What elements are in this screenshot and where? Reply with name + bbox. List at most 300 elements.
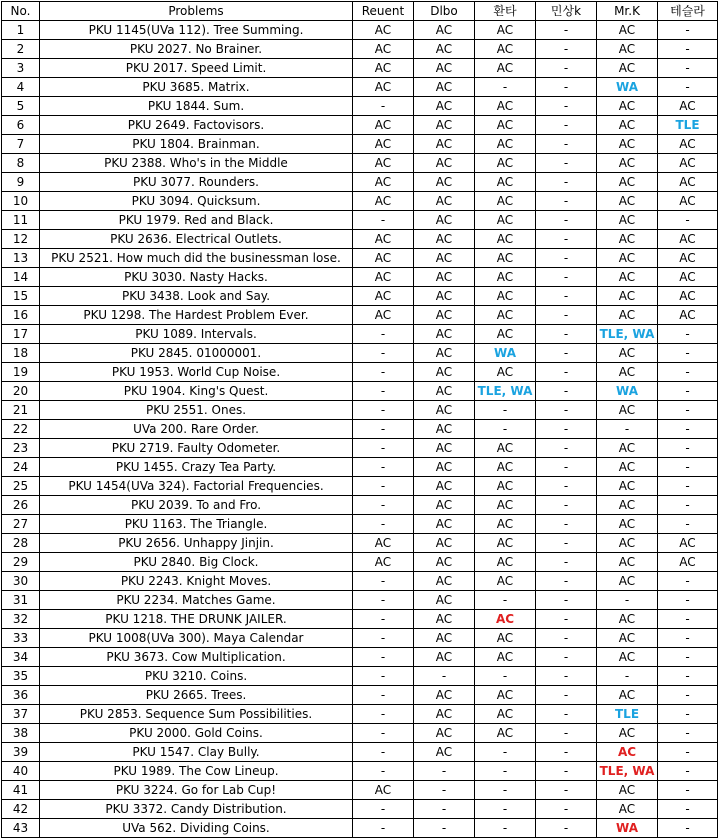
cell-no: 18 xyxy=(2,344,40,363)
cell-problem: PKU 2853. Sequence Sum Possibilities. xyxy=(40,705,353,724)
cell-mrk: TLE, WA xyxy=(597,762,658,781)
table-row xyxy=(2,173,718,192)
cell-dlbo: AC xyxy=(414,629,475,648)
table-row xyxy=(2,629,718,648)
cell-dlbo: AC xyxy=(414,116,475,135)
cell-dlbo: AC xyxy=(414,553,475,572)
cell-tesla: - xyxy=(658,420,718,439)
cell-tesla: AC xyxy=(658,268,718,287)
cell-dlbo: AC xyxy=(414,515,475,534)
table-row xyxy=(2,230,718,249)
cell-minsangk: - xyxy=(536,249,597,268)
cell-tesla: - xyxy=(658,629,718,648)
cell-tesla: - xyxy=(658,382,718,401)
cell-problem: PKU 2656. Unhappy Jinjin. xyxy=(40,534,353,553)
cell-hwanta: AC xyxy=(475,40,536,59)
cell-tesla: AC xyxy=(658,154,718,173)
cell-dlbo: AC xyxy=(414,40,475,59)
header-minsangk: 민상k xyxy=(536,2,597,21)
results-table xyxy=(1,1,718,838)
cell-dlbo: AC xyxy=(414,344,475,363)
cell-no: 19 xyxy=(2,363,40,382)
cell-mrk: AC xyxy=(597,249,658,268)
cell-no: 40 xyxy=(2,762,40,781)
cell-minsangk: - xyxy=(536,420,597,439)
cell-problem: UVa 200. Rare Order. xyxy=(40,420,353,439)
cell-mrk: AC xyxy=(597,135,658,154)
table-row xyxy=(2,743,718,762)
cell-reuent: - xyxy=(353,610,414,629)
cell-dlbo: - xyxy=(414,819,475,838)
table-row xyxy=(2,382,718,401)
cell-problem: PKU 3372. Candy Distribution. xyxy=(40,800,353,819)
cell-tesla: - xyxy=(658,515,718,534)
table-row xyxy=(2,154,718,173)
table-row xyxy=(2,420,718,439)
table-row xyxy=(2,40,718,59)
cell-mrk: WA xyxy=(597,819,658,838)
cell-minsangk: - xyxy=(536,154,597,173)
header-no: No. xyxy=(2,2,40,21)
cell-reuent: AC xyxy=(353,78,414,97)
table-row xyxy=(2,268,718,287)
cell-hwanta: - xyxy=(475,819,536,838)
cell-problem: PKU 1953. World Cup Noise. xyxy=(40,363,353,382)
table-row xyxy=(2,249,718,268)
cell-problem: PKU 1989. The Cow Lineup. xyxy=(40,762,353,781)
cell-reuent: - xyxy=(353,667,414,686)
table-row xyxy=(2,667,718,686)
cell-no: 38 xyxy=(2,724,40,743)
cell-hwanta: AC xyxy=(475,534,536,553)
cell-mrk: AC xyxy=(597,572,658,591)
table-row xyxy=(2,686,718,705)
cell-minsangk: - xyxy=(536,629,597,648)
cell-tesla: - xyxy=(658,572,718,591)
cell-hwanta: AC xyxy=(475,211,536,230)
cell-no: 35 xyxy=(2,667,40,686)
cell-reuent: - xyxy=(353,382,414,401)
table-row xyxy=(2,135,718,154)
cell-hwanta: AC xyxy=(475,135,536,154)
cell-hwanta: AC xyxy=(475,97,536,116)
cell-no: 21 xyxy=(2,401,40,420)
cell-tesla: - xyxy=(658,667,718,686)
cell-mrk: AC xyxy=(597,800,658,819)
cell-dlbo: AC xyxy=(414,382,475,401)
cell-minsangk: - xyxy=(536,230,597,249)
header-hwanta: 환타 xyxy=(475,2,536,21)
cell-minsangk: - xyxy=(536,458,597,477)
cell-minsangk: - xyxy=(536,439,597,458)
cell-hwanta: AC xyxy=(475,686,536,705)
cell-mrk: AC xyxy=(597,173,658,192)
cell-tesla: - xyxy=(658,648,718,667)
cell-hwanta: WA xyxy=(475,344,536,363)
cell-hwanta: - xyxy=(475,420,536,439)
cell-tesla: - xyxy=(658,439,718,458)
cell-minsangk: - xyxy=(536,40,597,59)
cell-dlbo: AC xyxy=(414,743,475,762)
cell-reuent: - xyxy=(353,648,414,667)
cell-reuent: AC xyxy=(353,40,414,59)
cell-mrk: AC xyxy=(597,287,658,306)
cell-dlbo: AC xyxy=(414,363,475,382)
cell-dlbo: AC xyxy=(414,610,475,629)
table-row xyxy=(2,800,718,819)
cell-dlbo: AC xyxy=(414,249,475,268)
cell-reuent: AC xyxy=(353,154,414,173)
cell-dlbo: - xyxy=(414,781,475,800)
cell-dlbo: AC xyxy=(414,477,475,496)
cell-dlbo: AC xyxy=(414,59,475,78)
cell-minsangk: - xyxy=(536,268,597,287)
cell-mrk: AC xyxy=(597,363,658,382)
cell-dlbo: AC xyxy=(414,154,475,173)
cell-no: 29 xyxy=(2,553,40,572)
cell-tesla: - xyxy=(658,401,718,420)
header-row xyxy=(2,2,718,21)
cell-reuent: AC xyxy=(353,287,414,306)
cell-problem: PKU 3685. Matrix. xyxy=(40,78,353,97)
cell-minsangk: - xyxy=(536,344,597,363)
cell-mrk: AC xyxy=(597,401,658,420)
cell-no: 43 xyxy=(2,819,40,838)
cell-problem: PKU 2243. Knight Moves. xyxy=(40,572,353,591)
cell-dlbo: AC xyxy=(414,724,475,743)
cell-mrk: AC xyxy=(597,610,658,629)
cell-minsangk: - xyxy=(536,477,597,496)
cell-problem: PKU 2234. Matches Game. xyxy=(40,591,353,610)
cell-mrk: AC xyxy=(597,306,658,325)
cell-hwanta: - xyxy=(475,667,536,686)
table-row xyxy=(2,116,718,135)
cell-mrk: AC xyxy=(597,268,658,287)
cell-dlbo: AC xyxy=(414,97,475,116)
cell-reuent: - xyxy=(353,515,414,534)
cell-tesla: - xyxy=(658,40,718,59)
cell-no: 16 xyxy=(2,306,40,325)
cell-dlbo: AC xyxy=(414,439,475,458)
cell-mrk: AC xyxy=(597,192,658,211)
cell-hwanta: AC xyxy=(475,724,536,743)
cell-mrk: AC xyxy=(597,344,658,363)
cell-problem: PKU 1454(UVa 324). Factorial Frequencies. xyxy=(40,477,353,496)
cell-problem: PKU 3030. Nasty Hacks. xyxy=(40,268,353,287)
cell-reuent: AC xyxy=(353,553,414,572)
cell-dlbo: - xyxy=(414,667,475,686)
cell-no: 1 xyxy=(2,21,40,40)
cell-hwanta: AC xyxy=(475,173,536,192)
cell-problem: PKU 1008(UVa 300). Maya Calendar xyxy=(40,629,353,648)
table-row xyxy=(2,591,718,610)
cell-hwanta: AC xyxy=(475,553,536,572)
table-row xyxy=(2,97,718,116)
table-row xyxy=(2,458,718,477)
cell-no: 22 xyxy=(2,420,40,439)
table-row xyxy=(2,781,718,800)
cell-reuent: - xyxy=(353,724,414,743)
table-row xyxy=(2,819,718,838)
cell-tesla: - xyxy=(658,477,718,496)
cell-no: 39 xyxy=(2,743,40,762)
cell-reuent: - xyxy=(353,572,414,591)
cell-reuent: - xyxy=(353,762,414,781)
cell-reuent: - xyxy=(353,439,414,458)
cell-no: 34 xyxy=(2,648,40,667)
cell-reuent: - xyxy=(353,401,414,420)
cell-reuent: AC xyxy=(353,135,414,154)
cell-mrk: AC xyxy=(597,781,658,800)
cell-minsangk: - xyxy=(536,382,597,401)
cell-reuent: - xyxy=(353,477,414,496)
cell-tesla: AC xyxy=(658,135,718,154)
cell-problem: PKU 1298. The Hardest Problem Ever. xyxy=(40,306,353,325)
cell-mrk: AC xyxy=(597,21,658,40)
cell-tesla: AC xyxy=(658,287,718,306)
table-row xyxy=(2,724,718,743)
cell-problem: PKU 2649. Factovisors. xyxy=(40,116,353,135)
cell-problem: PKU 2719. Faulty Odometer. xyxy=(40,439,353,458)
cell-dlbo: AC xyxy=(414,705,475,724)
cell-hwanta: AC xyxy=(475,116,536,135)
cell-reuent: AC xyxy=(353,781,414,800)
cell-reuent: AC xyxy=(353,534,414,553)
cell-dlbo: AC xyxy=(414,591,475,610)
cell-no: 2 xyxy=(2,40,40,59)
cell-reuent: AC xyxy=(353,192,414,211)
cell-no: 8 xyxy=(2,154,40,173)
cell-problem: PKU 2039. To and Fro. xyxy=(40,496,353,515)
cell-tesla: - xyxy=(658,705,718,724)
cell-dlbo: - xyxy=(414,762,475,781)
cell-minsangk: - xyxy=(536,59,597,78)
cell-minsangk: - xyxy=(536,800,597,819)
cell-mrk: WA xyxy=(597,382,658,401)
cell-dlbo: AC xyxy=(414,230,475,249)
cell-problem: PKU 2845. 01000001. xyxy=(40,344,353,363)
cell-problem: PKU 3673. Cow Multiplication. xyxy=(40,648,353,667)
cell-reuent: AC xyxy=(353,230,414,249)
cell-tesla: - xyxy=(658,819,718,838)
cell-tesla: AC xyxy=(658,192,718,211)
cell-dlbo: AC xyxy=(414,420,475,439)
cell-no: 20 xyxy=(2,382,40,401)
cell-hwanta: AC xyxy=(475,363,536,382)
table-row xyxy=(2,363,718,382)
table-row xyxy=(2,325,718,344)
cell-minsangk: - xyxy=(536,705,597,724)
cell-minsangk: - xyxy=(536,363,597,382)
cell-no: 9 xyxy=(2,173,40,192)
cell-mrk: - xyxy=(597,420,658,439)
cell-tesla: - xyxy=(658,800,718,819)
cell-problem: PKU 2840. Big Clock. xyxy=(40,553,353,572)
cell-problem: PKU 2017. Speed Limit. xyxy=(40,59,353,78)
cell-reuent: AC xyxy=(353,116,414,135)
cell-mrk: AC xyxy=(597,553,658,572)
table-body xyxy=(2,21,718,838)
cell-problem: UVa 562. Dividing Coins. xyxy=(40,819,353,838)
cell-dlbo: AC xyxy=(414,306,475,325)
cell-no: 4 xyxy=(2,78,40,97)
table-row xyxy=(2,21,718,40)
cell-minsangk: - xyxy=(536,97,597,116)
cell-no: 33 xyxy=(2,629,40,648)
cell-no: 17 xyxy=(2,325,40,344)
cell-no: 7 xyxy=(2,135,40,154)
cell-tesla: - xyxy=(658,78,718,97)
table-row xyxy=(2,59,718,78)
table-row xyxy=(2,401,718,420)
cell-hwanta: AC xyxy=(475,21,536,40)
cell-no: 26 xyxy=(2,496,40,515)
cell-tesla: - xyxy=(658,21,718,40)
cell-reuent: AC xyxy=(353,249,414,268)
table-row xyxy=(2,534,718,553)
cell-hwanta: AC xyxy=(475,192,536,211)
cell-minsangk: - xyxy=(536,553,597,572)
table-row xyxy=(2,192,718,211)
cell-hwanta: - xyxy=(475,78,536,97)
cell-tesla: - xyxy=(658,344,718,363)
cell-minsangk: - xyxy=(536,173,597,192)
cell-no: 32 xyxy=(2,610,40,629)
cell-tesla: - xyxy=(658,325,718,344)
table-row xyxy=(2,705,718,724)
cell-problem: PKU 1804. Brainman. xyxy=(40,135,353,154)
cell-reuent: - xyxy=(353,363,414,382)
table-row xyxy=(2,211,718,230)
cell-problem: PKU 3094. Quicksum. xyxy=(40,192,353,211)
cell-hwanta: AC xyxy=(475,268,536,287)
cell-mrk: AC xyxy=(597,743,658,762)
cell-mrk: TLE, WA xyxy=(597,325,658,344)
cell-problem: PKU 1979. Red and Black. xyxy=(40,211,353,230)
cell-minsangk: - xyxy=(536,781,597,800)
cell-mrk: AC xyxy=(597,439,658,458)
cell-no: 13 xyxy=(2,249,40,268)
cell-hwanta: AC xyxy=(475,629,536,648)
cell-tesla: AC xyxy=(658,173,718,192)
cell-minsangk: - xyxy=(536,610,597,629)
cell-hwanta: AC xyxy=(475,648,536,667)
cell-reuent: - xyxy=(353,819,414,838)
cell-reuent: - xyxy=(353,420,414,439)
cell-tesla: AC xyxy=(658,534,718,553)
cell-hwanta: AC xyxy=(475,496,536,515)
cell-hwanta: AC xyxy=(475,610,536,629)
cell-dlbo: AC xyxy=(414,401,475,420)
table-row xyxy=(2,344,718,363)
cell-dlbo: AC xyxy=(414,21,475,40)
cell-problem: PKU 1145(UVa 112). Tree Summing. xyxy=(40,21,353,40)
cell-no: 11 xyxy=(2,211,40,230)
cell-minsangk: - xyxy=(536,515,597,534)
cell-reuent: - xyxy=(353,496,414,515)
cell-tesla: AC xyxy=(658,249,718,268)
cell-hwanta: AC xyxy=(475,230,536,249)
cell-hwanta: - xyxy=(475,591,536,610)
cell-minsangk: - xyxy=(536,743,597,762)
header-tesla: 테슬라 xyxy=(658,2,718,21)
cell-hwanta: TLE, WA xyxy=(475,382,536,401)
cell-minsangk: - xyxy=(536,686,597,705)
cell-no: 23 xyxy=(2,439,40,458)
cell-tesla: - xyxy=(658,591,718,610)
cell-mrk: AC xyxy=(597,230,658,249)
cell-problem: PKU 2521. How much did the businessman lose. xyxy=(40,249,353,268)
cell-dlbo: AC xyxy=(414,135,475,154)
cell-dlbo: AC xyxy=(414,192,475,211)
cell-mrk: AC xyxy=(597,534,658,553)
cell-no: 3 xyxy=(2,59,40,78)
cell-reuent: AC xyxy=(353,306,414,325)
cell-reuent: - xyxy=(353,743,414,762)
cell-minsangk: - xyxy=(536,78,597,97)
cell-dlbo: - xyxy=(414,800,475,819)
cell-mrk: AC xyxy=(597,515,658,534)
cell-hwanta: AC xyxy=(475,325,536,344)
cell-hwanta: AC xyxy=(475,572,536,591)
cell-dlbo: AC xyxy=(414,78,475,97)
cell-hwanta: AC xyxy=(475,477,536,496)
cell-mrk: - xyxy=(597,667,658,686)
cell-minsangk: - xyxy=(536,116,597,135)
cell-mrk: AC xyxy=(597,154,658,173)
cell-mrk: - xyxy=(597,591,658,610)
cell-tesla: - xyxy=(658,686,718,705)
cell-dlbo: AC xyxy=(414,173,475,192)
cell-no: 42 xyxy=(2,800,40,819)
cell-tesla: - xyxy=(658,496,718,515)
cell-mrk: AC xyxy=(597,40,658,59)
cell-tesla: - xyxy=(658,781,718,800)
cell-reuent: AC xyxy=(353,173,414,192)
table-row xyxy=(2,439,718,458)
cell-minsangk: - xyxy=(536,287,597,306)
cell-problem: PKU 3224. Go for Lab Cup! xyxy=(40,781,353,800)
cell-reuent: - xyxy=(353,629,414,648)
cell-minsangk: - xyxy=(536,667,597,686)
cell-mrk: AC xyxy=(597,97,658,116)
cell-tesla: AC xyxy=(658,230,718,249)
cell-reuent: AC xyxy=(353,21,414,40)
cell-reuent: - xyxy=(353,705,414,724)
cell-minsangk: - xyxy=(536,591,597,610)
cell-minsangk: - xyxy=(536,401,597,420)
cell-reuent: - xyxy=(353,325,414,344)
cell-hwanta: AC xyxy=(475,458,536,477)
cell-hwanta: AC xyxy=(475,705,536,724)
cell-dlbo: AC xyxy=(414,211,475,230)
cell-dlbo: AC xyxy=(414,572,475,591)
cell-problem: PKU 1904. King's Quest. xyxy=(40,382,353,401)
cell-problem: PKU 1844. Sum. xyxy=(40,97,353,116)
table-row xyxy=(2,648,718,667)
cell-problem: PKU 1163. The Triangle. xyxy=(40,515,353,534)
cell-minsangk: - xyxy=(536,648,597,667)
cell-hwanta: - xyxy=(475,781,536,800)
cell-problem: PKU 3210. Coins. xyxy=(40,667,353,686)
header-mrk: Mr.K xyxy=(597,2,658,21)
cell-problem: PKU 2636. Electrical Outlets. xyxy=(40,230,353,249)
cell-no: 31 xyxy=(2,591,40,610)
cell-reuent: AC xyxy=(353,268,414,287)
cell-dlbo: AC xyxy=(414,496,475,515)
cell-reuent: AC xyxy=(353,59,414,78)
cell-tesla: AC xyxy=(658,306,718,325)
